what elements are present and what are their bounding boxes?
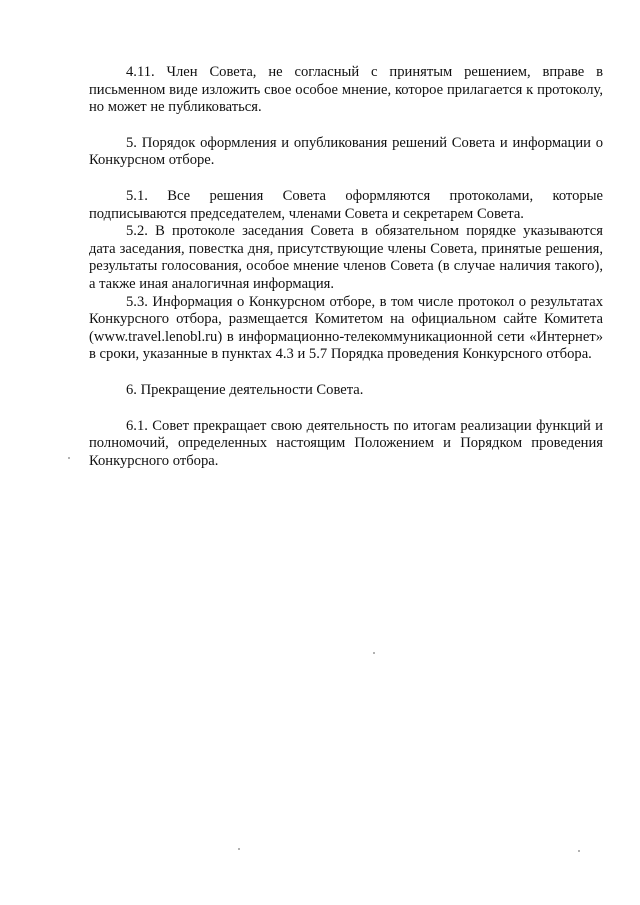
scan-speck [373, 652, 375, 654]
paragraph-4-11: 4.11. Член Совета, не согласный с принятым решением, вправе в письменном виде изложить свое особое мнение, которое прилагается к протоколу, но может не публиковаться. [89, 64, 603, 116]
paragraph-6-1: 6.1. Совет прекращает свою деятельность по итогам реализации функций и полномочий, определенных настоящим Положением и Порядком проведения Конкурсного отбора. [89, 417, 603, 469]
document-body [89, 64, 603, 470]
paragraph-gap [89, 170, 603, 188]
paragraph-gap [89, 400, 603, 418]
paragraph-5-3: 5.3. Информация о Конкурсном отборе, в том числе протокол о результатах Конкурсного отбора, размещается Комитетом на официальном сайте Комитета (www.travel.lenobl.ru) в информационно-телекоммуникационной сети «Интернет» в сроки, указанные в пунктах 4.3 и 5.7 Порядка проведения Конкурсного отбора. [89, 293, 603, 363]
scan-speck [238, 848, 240, 850]
scan-speck [68, 457, 70, 459]
section-6-heading: 6. Прекращение деятельности Совета. [126, 381, 364, 398]
paragraph-gap [89, 117, 603, 135]
scan-speck [578, 850, 580, 852]
paragraph-5-2: 5.2. В протоколе заседания Совета в обязательном порядке указываются дата заседания, повестка дня, присутствующие члены Совета, принятые решения, результаты голосования, особое мнение членов Совета (в случае наличия такого), а также иная аналогичная информация. [89, 223, 603, 292]
section-5-heading: 5. Порядок оформления и опубликования решений Совета и информации о Конкурсном отборе. [89, 134, 603, 169]
paragraph-gap [89, 364, 603, 382]
paragraph-5-1: 5.1. Все решения Совета оформляются протоколами, которые подписываются председателем, членами Совета и секретарем Совета. [89, 187, 603, 222]
